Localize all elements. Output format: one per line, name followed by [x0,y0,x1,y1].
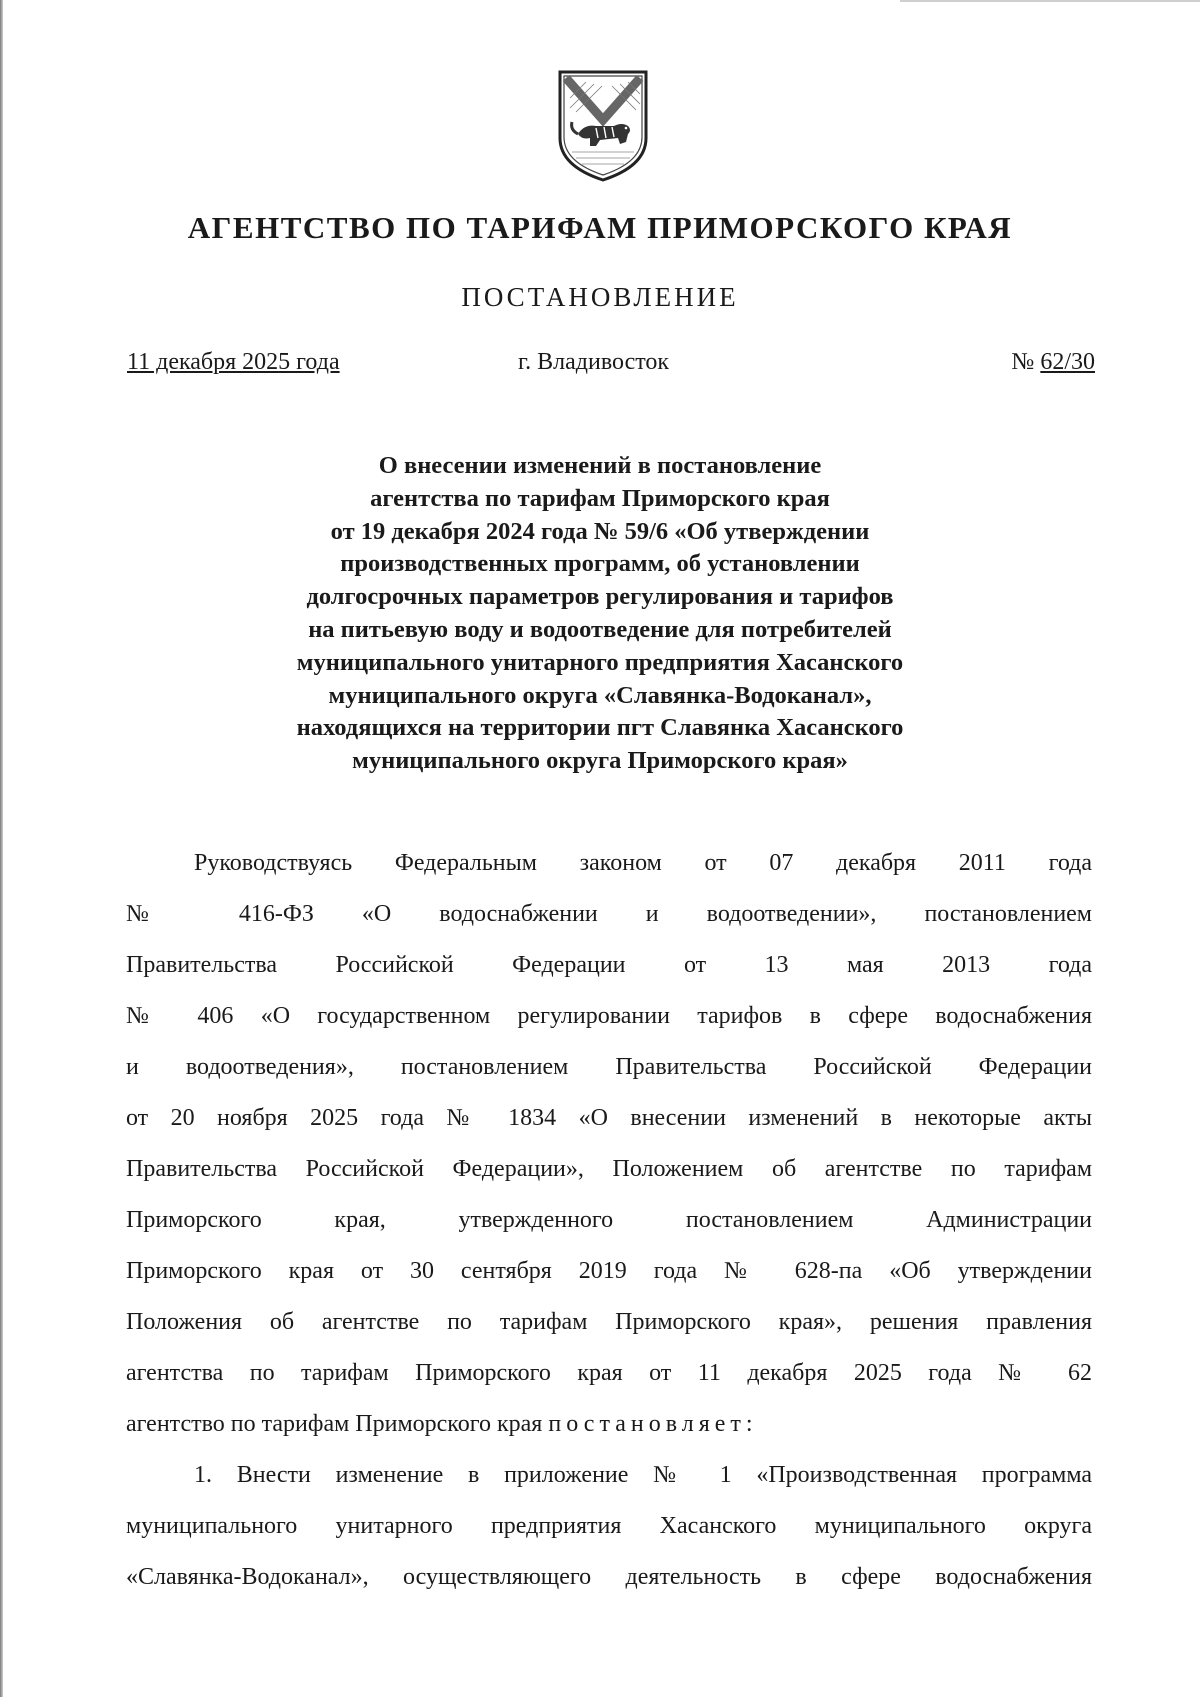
title-line: производственных программ, об установлении [340,550,860,578]
document-number-value: 62/30 [1040,349,1095,375]
document-type: ПОСТАНОВЛЕНИЕ [461,282,739,312]
title-line: муниципального округа «Славянка-Водоканал», [328,681,872,709]
title-line: муниципального унитарного предприятия Хасанского [296,648,904,676]
document-body [126,838,1092,1603]
document-date: 11 декабря 2025 года [127,349,340,375]
document-number [1011,349,1095,376]
document-title [150,450,1050,778]
body-line: Положения об агентстве по тарифам Приморского края», решения правления [126,1309,1092,1335]
body-paragraph-1 [126,838,1092,1450]
document-number-prefix: № [1011,349,1041,375]
title-line: на питьевую воду и водоотведение для потребителей [308,615,892,643]
body-paragraph-2 [126,1450,1092,1603]
agency-name: АГЕНТСТВО ПО ТАРИФАМ ПРИМОРСКОГО КРАЯ [187,210,1013,245]
body-line: Правительства Российской Федерации», Положением об агентстве по тарифам [126,1156,1092,1182]
body-line: муниципального унитарного предприятия Хасанского муниципального округа [126,1513,1092,1539]
body-line: 1. Внести изменение в приложение № 1 «Производственная программа [194,1462,1092,1488]
body-line: «Славянка-Водоканал», осуществляющего деятельность в сфере водоснабжения [126,1564,1092,1590]
title-line: муниципального округа Приморского края» [352,747,848,775]
scan-left-edge [0,0,3,1697]
title-line: О внесении изменений в постановление [378,452,822,479]
title-line: агентства по тарифам Приморского края [370,484,830,512]
scan-top-edge [900,0,1200,2]
body-line: Правительства Российской Федерации от 13 мая 2013 года [126,952,1092,978]
body-line: Руководствуясь Федеральным законом от 07 декабря 2011 года [194,850,1092,876]
body-line: от 20 ноября 2025 года № 1834 «О внесении изменений в некоторые акты [126,1105,1092,1131]
document-city: г. Владивосток [518,349,670,375]
body-line: Приморского края от 30 сентября 2019 года № 628-па «Об утверждении [126,1258,1092,1284]
title-line: долгосрочных параметров регулирования и тарифов [306,583,894,611]
body-line [126,1399,1092,1450]
primorsky-krai-coat-of-arms-icon [556,68,650,184]
body-line-text: агентство по тарифам Приморского края [126,1411,549,1437]
title-line: находящихся на территории пгт Славянка Хасанского [296,714,904,742]
body-line: № 406 «О государственном регулировании тарифов в сфере водоснабжения [126,1003,1092,1029]
body-line: агентства по тарифам Приморского края от 11 декабря 2025 года № 62 [126,1360,1092,1386]
body-line: и водоотведения», постановлением Правительства Российской Федерации [126,1054,1092,1080]
body-line: Приморского края, утвержденного постановлением Администрации [126,1207,1092,1233]
body-line: № 416-ФЗ «О водоснабжении и водоотведении», постановлением [126,901,1092,927]
resolution-verb: постановляет: [548,1411,758,1437]
title-line: от 19 декабря 2024 года № 59/6 «Об утверждении [330,517,870,545]
